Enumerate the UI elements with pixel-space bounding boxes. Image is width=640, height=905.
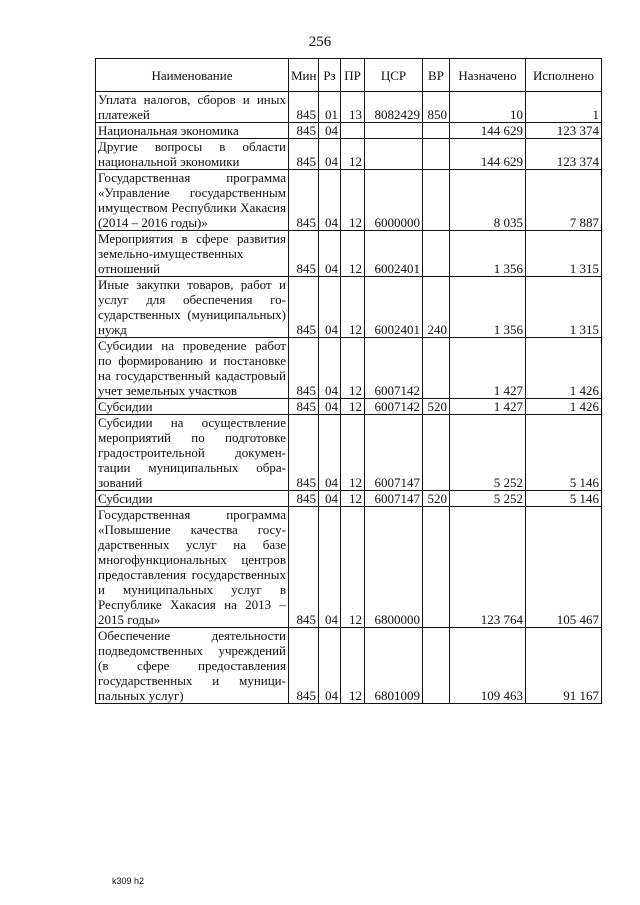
cell-pr: 12 xyxy=(341,507,365,628)
cell-executed: 5 146 xyxy=(526,415,602,491)
cell-executed: 1 315 xyxy=(526,277,602,338)
cell-rz: 04 xyxy=(319,338,341,399)
page-number: 256 xyxy=(308,34,332,50)
table-row xyxy=(96,170,602,231)
cell-csr: 6000000 xyxy=(365,170,423,231)
cell-csr xyxy=(365,139,423,170)
cell-csr xyxy=(365,123,423,139)
cell-rz: 04 xyxy=(319,277,341,338)
cell-min: 845 xyxy=(289,507,319,628)
cell-min: 845 xyxy=(289,338,319,399)
table-header-row xyxy=(96,59,602,92)
cell-name: Субсидии на осуществление мероприятий по подготовке градостроительной документации муниципальных образований xyxy=(96,415,289,491)
header-pr: ПР xyxy=(341,59,365,92)
header-executed: Исполнено xyxy=(526,59,602,92)
cell-name: Иные закупки товаров, работ и услуг для обеспечения государственных (муниципальных) нужд xyxy=(96,277,289,338)
cell-name: Национальная экономика xyxy=(96,123,289,139)
table-row xyxy=(96,139,602,170)
cell-pr: 12 xyxy=(341,415,365,491)
cell-pr: 12 xyxy=(341,139,365,170)
cell-name: Другие вопросы в области национальной экономики xyxy=(96,139,289,170)
cell-csr: 6007142 xyxy=(365,338,423,399)
cell-assigned: 1 356 xyxy=(450,231,526,277)
cell-min: 845 xyxy=(289,139,319,170)
table-row xyxy=(96,628,602,704)
cell-pr: 12 xyxy=(341,338,365,399)
cell-min: 845 xyxy=(289,628,319,704)
cell-min: 845 xyxy=(289,231,319,277)
cell-name: Государственная программа «Управление государственным имуществом Республики Хакасия (2014 – 2016 годы)» xyxy=(96,170,289,231)
cell-assigned: 8 035 xyxy=(450,170,526,231)
header-min: Мин xyxy=(289,59,319,92)
cell-vr xyxy=(423,231,450,277)
table-row xyxy=(96,277,602,338)
cell-min: 845 xyxy=(289,170,319,231)
cell-executed: 1 426 xyxy=(526,338,602,399)
cell-executed: 1 315 xyxy=(526,231,602,277)
cell-executed: 123 374 xyxy=(526,139,602,170)
cell-assigned: 10 xyxy=(450,92,526,123)
cell-vr: 240 xyxy=(423,277,450,338)
header-assigned: Назначено xyxy=(450,59,526,92)
table-row xyxy=(96,415,602,491)
cell-min: 845 xyxy=(289,399,319,415)
cell-pr: 12 xyxy=(341,491,365,507)
cell-vr xyxy=(423,170,450,231)
cell-vr xyxy=(423,123,450,139)
cell-executed: 91 167 xyxy=(526,628,602,704)
cell-assigned: 144 629 xyxy=(450,123,526,139)
cell-vr xyxy=(423,628,450,704)
cell-executed: 123 374 xyxy=(526,123,602,139)
cell-pr: 13 xyxy=(341,92,365,123)
cell-rz: 04 xyxy=(319,231,341,277)
cell-csr: 6007147 xyxy=(365,491,423,507)
cell-assigned: 144 629 xyxy=(450,139,526,170)
cell-rz: 04 xyxy=(319,399,341,415)
cell-name: Уплата налогов, сборов и иных платежей xyxy=(96,92,289,123)
cell-min: 845 xyxy=(289,491,319,507)
cell-min: 845 xyxy=(289,123,319,139)
cell-rz: 04 xyxy=(319,170,341,231)
cell-assigned: 1 356 xyxy=(450,277,526,338)
cell-csr: 8082429 xyxy=(365,92,423,123)
footer-code: k309 h2 xyxy=(112,876,145,886)
cell-rz: 04 xyxy=(319,507,341,628)
header-rz: Рз xyxy=(319,59,341,92)
cell-csr: 6007147 xyxy=(365,415,423,491)
cell-vr xyxy=(423,415,450,491)
cell-assigned: 109 463 xyxy=(450,628,526,704)
cell-executed: 1 xyxy=(526,92,602,123)
table-row xyxy=(96,123,602,139)
cell-pr: 12 xyxy=(341,170,365,231)
cell-vr xyxy=(423,507,450,628)
cell-assigned: 1 427 xyxy=(450,399,526,415)
cell-csr: 6007142 xyxy=(365,399,423,415)
cell-vr: 520 xyxy=(423,399,450,415)
cell-vr xyxy=(423,139,450,170)
table-row xyxy=(96,338,602,399)
table-row xyxy=(96,507,602,628)
cell-assigned: 5 252 xyxy=(450,491,526,507)
budget-table xyxy=(95,58,602,704)
cell-csr: 6002401 xyxy=(365,277,423,338)
cell-name: Мероприятия в сфере развития земельно-имущественных отношений xyxy=(96,231,289,277)
cell-csr: 6800000 xyxy=(365,507,423,628)
cell-min: 845 xyxy=(289,415,319,491)
cell-csr: 6002401 xyxy=(365,231,423,277)
cell-name: Обеспечение деятельности подведомственных учреждений (в сфере предоставления государственных и муниципальных услуг) xyxy=(96,628,289,704)
cell-vr: 520 xyxy=(423,491,450,507)
cell-rz: 04 xyxy=(319,139,341,170)
cell-pr: 12 xyxy=(341,399,365,415)
cell-pr xyxy=(341,123,365,139)
header-vr: ВР xyxy=(423,59,450,92)
cell-pr: 12 xyxy=(341,231,365,277)
cell-csr: 6801009 xyxy=(365,628,423,704)
table-body xyxy=(96,92,602,704)
cell-name: Государственная программа «Повышение качества государственных услуг на базе многофункциональных центров предоставления государственных и муниципальных услуг в Республике Хакасия на 2013 – 2015 годы» xyxy=(96,507,289,628)
cell-rz: 04 xyxy=(319,628,341,704)
cell-pr: 12 xyxy=(341,277,365,338)
cell-name: Субсидии xyxy=(96,399,289,415)
cell-executed: 5 146 xyxy=(526,491,602,507)
cell-rz: 04 xyxy=(319,415,341,491)
cell-rz: 04 xyxy=(319,491,341,507)
cell-name: Субсидии на проведение работ по формированию и постановке на государственный кадастровый учет земельных участков xyxy=(96,338,289,399)
cell-assigned: 1 427 xyxy=(450,338,526,399)
cell-min: 845 xyxy=(289,277,319,338)
cell-vr xyxy=(423,338,450,399)
cell-executed: 7 887 xyxy=(526,170,602,231)
table-row xyxy=(96,231,602,277)
cell-executed: 1 426 xyxy=(526,399,602,415)
table-row xyxy=(96,92,602,123)
cell-min: 845 xyxy=(289,92,319,123)
header-csr: ЦСР xyxy=(365,59,423,92)
cell-assigned: 123 764 xyxy=(450,507,526,628)
cell-rz: 01 xyxy=(319,92,341,123)
header-name: Наименование xyxy=(96,59,289,92)
cell-name: Субсидии xyxy=(96,491,289,507)
table-row xyxy=(96,399,602,415)
table-row xyxy=(96,491,602,507)
cell-rz: 04 xyxy=(319,123,341,139)
cell-pr: 12 xyxy=(341,628,365,704)
cell-executed: 105 467 xyxy=(526,507,602,628)
cell-assigned: 5 252 xyxy=(450,415,526,491)
cell-vr: 850 xyxy=(423,92,450,123)
